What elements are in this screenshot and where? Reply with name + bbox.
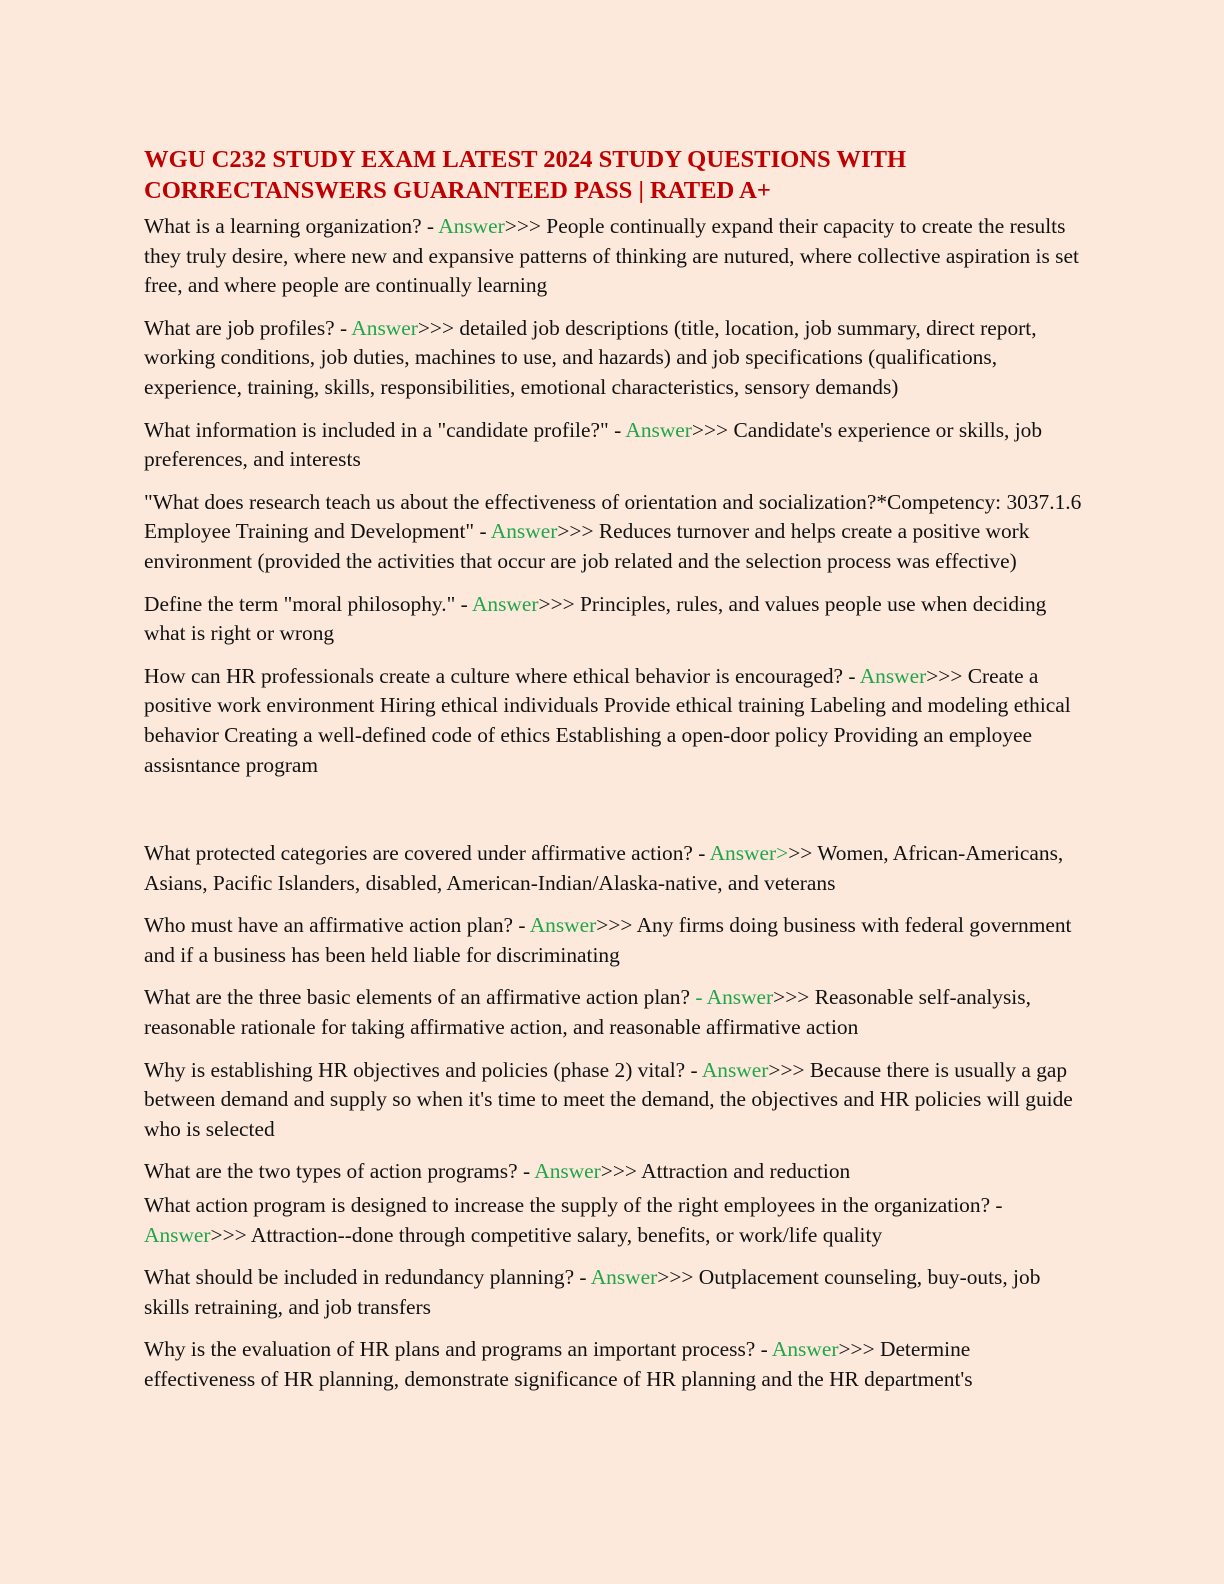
question-text: What information is included in a "candidate profile?" - [144,417,626,442]
answer-text: >>> Determine effectiveness of HR planning, demonstrate significance of HR planning and the HR department's [144,1337,973,1391]
question-text: What is a learning organization? - [144,214,439,238]
answer-label: Answer [529,913,597,938]
answer-text: >>> Principles, rules, and values people use when deciding what is right or wrong [144,591,1047,646]
question-text: Define the term "moral philosophy." - [144,591,472,616]
answer-text: >>> Outplacement counseling, buy-outs, job skills retraining, and job transfers [144,1265,1041,1319]
answer-label: Answer [701,1057,769,1082]
qa-item-attraction-program [144,1191,1084,1250]
qa-item-action-program-types [144,1157,1084,1187]
answer-text: >>> Because there is usually a gap between demand and supply so when it's time to meet the demand, the objectives and HR policies will guide who is selected [144,1057,1073,1141]
answer-text: >>> Attraction--done through competitive salary, benefits, or work/life quality [210,1222,883,1247]
answer-label: Answer [859,663,927,688]
answer-label: - Answer [695,985,774,1010]
document-title [144,144,1084,206]
qa-item-hr-objectives [144,1056,1084,1145]
question-text: How can HR professionals create a culture where ethical behavior is encouraged? - [144,663,860,688]
answer-text: >> Women, African-Americans, Asians, Pacific Islanders, disabled, American-Indian/Alaska-native, and veterans [144,841,1064,895]
qa-item-who-needs-plan [144,911,1084,970]
question-text: Why is establishing HR objectives and policies (phase 2) vital? - [144,1057,702,1082]
answer-label: Answer> [709,841,789,866]
title-line-2: CORRECTANSWERS GUARANTEED PASS | RATED A+ [144,177,771,204]
answer-text: >>> Any firms doing business with federal government and if a business has been held liable for discriminating [144,913,1072,967]
question-text: What are the three basic elements of an affirmative action plan? [144,985,696,1010]
title-line-1: WGU C232 STUDY EXAM LATEST 2024 STUDY QUESTIONS WITH [144,146,907,173]
answer-text: >>> Candidate's experience or skills, job preferences, and interests [144,417,1043,472]
answer-label: Answer [471,591,539,616]
answer-label: Answer [490,519,558,544]
question-text: Who must have an affirmative action plan? - [144,913,530,938]
answer-label: Answer [534,1159,601,1184]
qa-item-job-profiles [144,314,1084,403]
qa-item-protected-categories [144,839,1084,898]
question-text: What protected categories are covered under affirmative action? - [144,841,710,866]
answer-text: >>> People continually expand their capacity to create the results they truly desire, where new and expansive patterns of thinking are nutured, where collective aspiration is set free, and where people are continually learning [144,214,1079,298]
answer-text: >>> detailed job descriptions (title, location, job summary, direct report, working conditions, job duties, machines to use, and hazards) and job specifications (qualifications, experience, training, skills, responsibilities, emotional characteristics, sensory demands) [144,315,1037,399]
answer-text: >>> Reasonable self-analysis, reasonable rationale for taking affirmative action, and reasonable affirmative action [144,985,1031,1040]
answer-text: >>> Create a positive work environment Hiring ethical individuals Provide ethical training Labeling and modeling ethical behavior Creating a well-defined code of ethics Establishing a open-door policy Providing an employee assisntance program [144,663,1071,777]
document-page [144,144,1084,1408]
answer-text: >>> Attraction and reduction [600,1159,851,1184]
qa-item-moral-philosophy [144,590,1084,649]
answer-label: Answer [590,1265,658,1290]
answer-label: Answer [625,417,692,442]
question-text: "What does research teach us about the effectiveness of orientation and socialization?*Competency: 3037.1.6 Employee Training and Development" - [144,489,1082,544]
answer-label: Answer [351,315,418,340]
qa-item-candidate-profile [144,416,1084,475]
qa-item-learning-organization [144,212,1084,301]
answer-label: Answer [771,1337,839,1362]
question-text: What should be included in redundancy planning? - [144,1265,591,1290]
qa-item-orientation-research [144,488,1084,577]
answer-label: Answer [144,1222,211,1247]
qa-item-redundancy-planning [144,1263,1084,1322]
answer-text: >>> Reduces turnover and helps create a positive work environment (provided the activities that occur are job related and the selection process was effective) [144,519,1030,573]
question-text: What are the two types of action programs? - [144,1159,535,1184]
question-text: What action program is designed to increase the supply of the right employees in the organization? - [144,1193,1003,1218]
qa-item-ethical-culture [144,662,1084,780]
question-text: What are job profiles? - [144,315,352,340]
qa-item-hr-evaluation [144,1335,1084,1394]
answer-label: Answer [438,214,505,238]
question-text: Why is the evaluation of HR plans and programs an important process? - [144,1337,772,1362]
qa-item-plan-elements [144,983,1084,1042]
